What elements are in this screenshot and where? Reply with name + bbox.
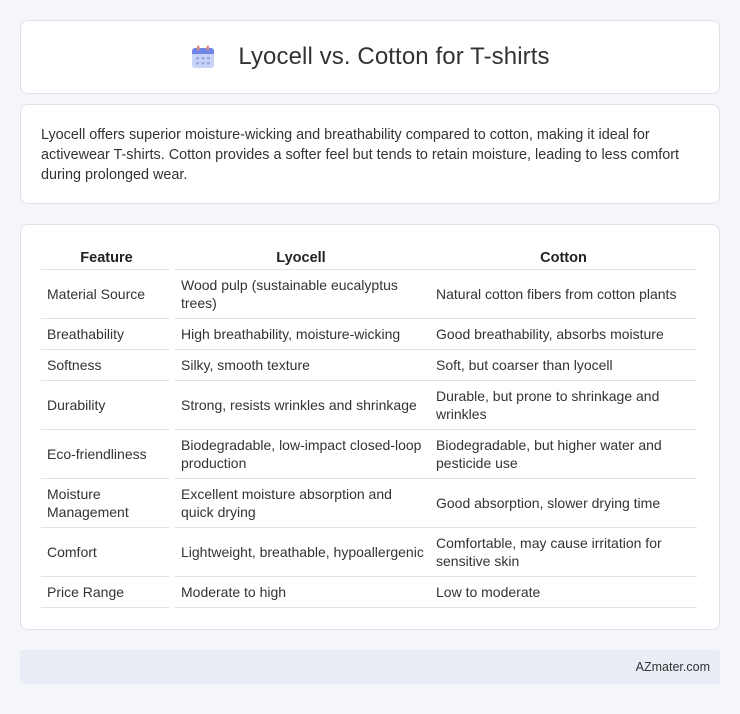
lyocell-cell: Silky, smooth texture (172, 349, 430, 380)
table-row (41, 269, 697, 318)
page-title: Lyocell vs. Cotton for T-shirts (238, 43, 550, 70)
feature-cell: Material Source (41, 269, 172, 318)
table-row (41, 318, 697, 349)
feature-cell: Eco-friendliness (41, 429, 172, 478)
table-header-row (41, 245, 697, 269)
table-row (41, 478, 697, 527)
footer-source: AZmater.com (635, 660, 710, 674)
comparison-table-card (20, 224, 720, 630)
lyocell-cell: Excellent moisture absorption and quick drying (172, 478, 430, 527)
cotton-cell: Comfortable, may cause irritation for sensitive skin (430, 527, 697, 576)
header-lyocell: Lyocell (172, 245, 430, 269)
feature-cell: Price Range (41, 576, 172, 607)
table-row (41, 349, 697, 380)
feature-cell: Moisture Management (41, 478, 172, 527)
lyocell-cell: High breathability, moisture-wicking (172, 318, 430, 349)
cotton-cell: Low to moderate (430, 576, 697, 607)
cotton-cell: Biodegradable, but higher water and pesticide use (430, 429, 697, 478)
summary-card (20, 104, 720, 204)
table-row (41, 527, 697, 576)
feature-cell: Comfort (41, 527, 172, 576)
lyocell-cell: Wood pulp (sustainable eucalyptus trees) (172, 269, 430, 318)
header-cotton: Cotton (430, 245, 697, 269)
footer (20, 650, 720, 684)
feature-cell: Breathability (41, 318, 172, 349)
lyocell-cell: Moderate to high (172, 576, 430, 607)
calendar-icon (190, 44, 216, 70)
comparison-table (41, 245, 697, 608)
table-row (41, 380, 697, 429)
cotton-cell: Durable, but prone to shrinkage and wrinkles (430, 380, 697, 429)
header-feature: Feature (41, 245, 172, 269)
lyocell-cell: Lightweight, breathable, hypoallergenic (172, 527, 430, 576)
feature-cell: Softness (41, 349, 172, 380)
table-row (41, 576, 697, 607)
table-row (41, 429, 697, 478)
title-card (20, 20, 720, 94)
cotton-cell: Natural cotton fibers from cotton plants (430, 269, 697, 318)
feature-cell: Durability (41, 380, 172, 429)
summary-text: Lyocell offers superior moisture-wicking and breathability compared to cotton, making it ideal for activewear T-shirts. Cotton provides a softer feel but tends to retain moisture, leading to less comfort during prolonged wear. (41, 127, 680, 183)
cotton-cell: Good absorption, slower drying time (430, 478, 697, 527)
lyocell-cell: Biodegradable, low-impact closed-loop production (172, 429, 430, 478)
lyocell-cell: Strong, resists wrinkles and shrinkage (172, 380, 430, 429)
cotton-cell: Good breathability, absorbs moisture (430, 318, 697, 349)
cotton-cell: Soft, but coarser than lyocell (430, 349, 697, 380)
